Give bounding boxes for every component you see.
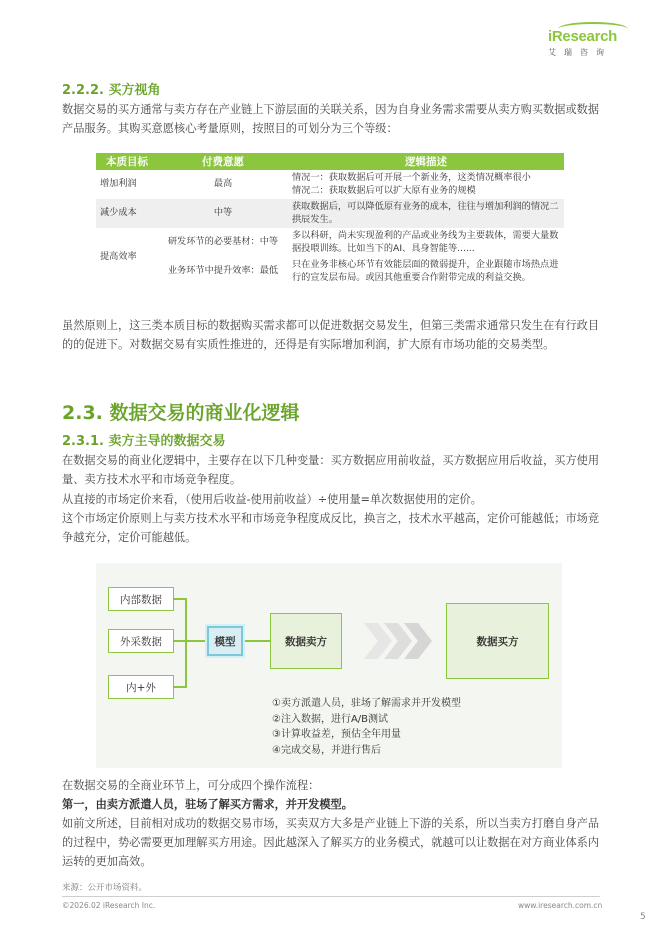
step-item: ③计算收益差，预估全年用量 (272, 729, 401, 740)
willingness-cell: 业务环节中提升效率：最低 (158, 257, 288, 286)
header-willingness: 付费意愿 (158, 153, 288, 170)
footer-divider (62, 896, 600, 897)
model-box: 模型 (207, 626, 243, 656)
section-title-222: 2.2.2. 买方视角 (62, 83, 161, 98)
seller-led-trade-diagram (96, 563, 562, 768)
willingness-cell: 最高 (158, 170, 288, 199)
goal-cell: 减少成本 (96, 199, 158, 228)
input-internal-data: 内部数据 (108, 587, 174, 611)
copyright: ©2026.02 iResearch Inc. (62, 901, 156, 910)
description-line: 情况一：获取数据后可开展一个新业务，这类情况概率很小 (292, 172, 531, 183)
source-note: 来源：公开市场资料。 (62, 883, 148, 893)
description-line: 情况二：获取数据后可以扩大原有业务的规模 (292, 184, 476, 196)
table-row (96, 228, 564, 257)
connector (245, 640, 270, 642)
goal-cell: 增加利润 (96, 170, 158, 199)
connector (185, 598, 187, 688)
website-url: www.iresearch.com.cn (518, 901, 603, 910)
header-description: 逻辑描述 (288, 153, 564, 170)
arrow-chevron (364, 623, 392, 659)
purchase-logic-table (96, 153, 564, 286)
description-cell: 获取数据后，可以降低原有业务的成本，往往与增加利润的情况二拱辰发生。 (288, 199, 564, 228)
flow-arrows-icon (364, 623, 436, 659)
logo-word: iResearch (548, 28, 618, 45)
description-cell (288, 170, 564, 199)
table-header-row (96, 153, 564, 170)
data-seller-box: 数据卖方 (270, 613, 342, 669)
section-222-intro: 数据交易的买方通常与卖方存在产业链上下游层面的关联关系，因为自身业务需求需要从卖方购买数据或数据产品服务。其购买意愿核心考量原则，按照目的可划分为三个等级： (62, 103, 600, 135)
paragraph: 在数据交易的商业化逻辑中，主要存在以下几种变量：买方数据应用前收益，买方数据应用后收益，买方使用量、卖方技术水平和市场竞争程度。 (62, 454, 600, 486)
willingness-cell: 研发环节的必要基材：中等 (158, 228, 288, 257)
step-one-heading: 第一，由卖方派遣人员，驻场了解买方需求，并开发模型。 (62, 798, 353, 811)
input-external-data: 外采数据 (108, 629, 174, 653)
page-number: 5 (640, 912, 646, 922)
willingness-cell: 中等 (158, 199, 288, 228)
table-row (96, 199, 564, 228)
header-goal: 本质目标 (96, 153, 158, 170)
logo-arc-icon (558, 22, 628, 36)
paragraph: 如前文所述，目前相对成功的数据交易市场，买卖双方大多是产业链上下游的关系，所以当卖方打磨自身产品的过程中，势必需要更加理解买方用途。因此越深入了解买方的业务模式，就越可以让数据在对方商业体系内运转的更加高效。 (62, 817, 600, 868)
step-item: ④完成交易，并进行售后 (272, 744, 381, 756)
paragraph: 这个市场定价原则上与卖方技术水平和市场竞争程度成反比，换言之，技术水平越高，定价可能越低；市场竞争越充分，定价可能越低。 (62, 512, 600, 544)
input-internal-plus-external: 内+外 (108, 675, 174, 699)
goal-cell: 提高效率 (96, 228, 158, 286)
description-cell: 只在业务非核心环节有效能层面的微弱提升，企业跟随市场热点进行的宣发层布局。或因其他重要合作附带完成的利益交换。 (288, 257, 564, 286)
iresearch-logo (548, 28, 632, 58)
connector (185, 640, 207, 642)
description-cell: 多以科研，尚未实现盈利的产品或业务线为主要载体，需要大量数据投喂训练。比如当下的AI、具身智能等...... (288, 228, 564, 257)
step-item: ①卖方派遣人员，驻场了解需求并开发模型 (272, 698, 461, 709)
section-222-conclusion: 虽然原则上，这三类本质目标的数据购买需求都可以促进数据交易发生，但第三类需求通常只发生在有行政目的的促进下。对数据交易有实质性推进的，还得是有实际增加利润，扩大原有市场功能的交易类型。 (62, 319, 600, 351)
table-row (96, 257, 564, 286)
logo-subtitle: 艾瑞咨询 (548, 48, 612, 57)
paragraph: 在数据交易的全商业环节上，可分成四个操作流程： (62, 779, 320, 792)
process-steps (272, 696, 461, 758)
section-title-231: 2.3.1. 卖方主导的数据交易 (62, 434, 226, 449)
step-item: ②注入数据，进行A/B测试 (272, 713, 389, 725)
section-title-23: 2.3. 数据交易的商业化逻辑 (62, 402, 300, 424)
data-buyer-box: 数据买方 (446, 603, 549, 679)
paragraph: 从直接的市场定价来看，（使用后收益-使用前收益）÷使用量=单次数据使用的定价。 (62, 493, 482, 506)
table-row (96, 170, 564, 199)
